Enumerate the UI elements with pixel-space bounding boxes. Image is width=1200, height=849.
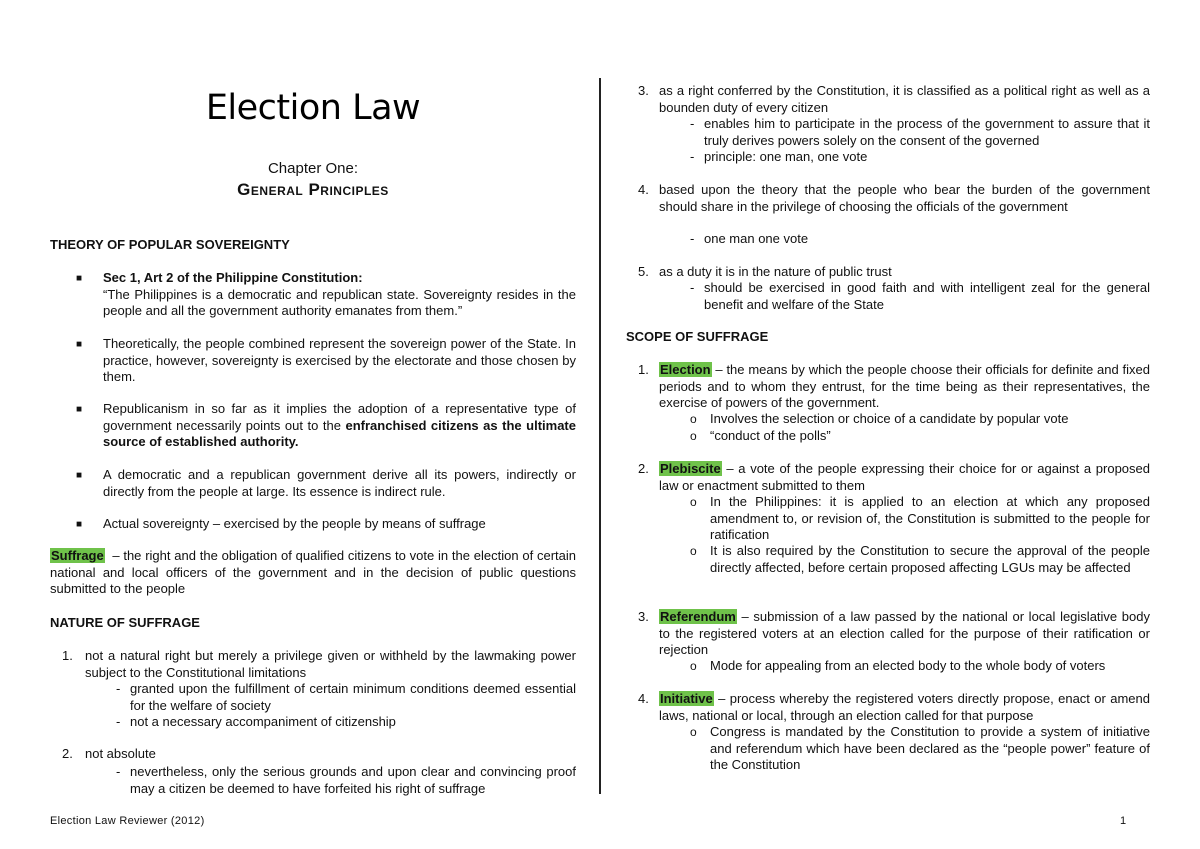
nature-3-sub-1: enables him to participate in the process of the government to assure that it truly derives powers solely on the consent of the governed <box>704 116 1150 148</box>
nature-item-1: not a natural right but merely a privilege given or withheld by the lawmaking power subject to the Constitutional limitations <box>85 648 576 680</box>
circle-marker: o <box>690 725 697 739</box>
circle-marker: o <box>690 544 697 558</box>
theory-bullet-4: A democratic and a republican government derive all its powers, indirectly or directly from the people at large. Its essence is indirect rule. <box>103 467 576 499</box>
nature-item-2: not absolute <box>85 746 156 761</box>
bullet-marker: ■ <box>76 273 83 284</box>
bullet-marker: ■ <box>76 339 83 350</box>
suffrage-term: Suffrage <box>51 548 104 563</box>
scope-item-plebiscite: Plebiscite – a vote of the people expressing their choice for or against a proposed law or enactment submitted to them <box>659 461 1150 493</box>
referendum-sub-1: Mode for appealing from an elected body to the whole body of voters <box>710 658 1106 673</box>
plebiscite-sub-1: In the Philippines: it is applied to an election at which any proposed amendment to, or revision of, the Constitution is submitted to the people for ratification <box>710 494 1150 542</box>
list-number: 2. <box>62 746 73 761</box>
term-highlight: Referendum <box>660 609 736 624</box>
theory-bullet-2: Theoretically, the people combined represent the sovereign power of the State. In practice, however, sovereignty is exercised by the electorate and those chosen by them. <box>103 336 576 384</box>
theory-bullet-1: Sec 1, Art 2 of the Philippine Constitution: “The Philippines is a democratic and republican state. Sovereignty resides in the people and all the government authority emanates from them.” <box>103 270 576 318</box>
list-number: 4. <box>638 182 649 197</box>
theory-bullet-5: Actual sovereignty – exercised by the people by means of suffrage <box>103 516 486 531</box>
initiative-sub-1: Congress is mandated by the Constitution to provide a system of initiative and referendum which have been declared as the “people power” feature of the Constitution <box>710 724 1150 772</box>
chapter-subtitle: General Principles <box>237 180 389 199</box>
term-highlight: Plebiscite <box>660 461 721 476</box>
chapter-label: Chapter One: <box>267 160 359 177</box>
nature-1-sub-2: not a necessary accompaniment of citizenship <box>130 714 396 729</box>
list-number: 1. <box>638 362 649 377</box>
bullet-marker: ■ <box>76 404 83 415</box>
page-number: 1 <box>1120 815 1127 827</box>
list-number: 4. <box>638 691 649 706</box>
theory-bullet-3: Republicanism in so far as it implies the adoption of a representative type of government necessarily points out to the enfranchised citizens as the ultimate source of established authority. <box>103 401 576 449</box>
list-number: 2. <box>638 461 649 476</box>
plebiscite-sub-2: It is also required by the Constitution to secure the approval of the people directly affected, before certain proposed affecting LGUs may be affected <box>710 543 1150 575</box>
dash-marker: - <box>116 714 121 729</box>
bullet-marker: ■ <box>76 519 83 530</box>
footer-title: Election Law Reviewer (2012) <box>50 815 205 827</box>
nature-3-sub-2: principle: one man, one vote <box>704 149 868 164</box>
dash-marker: - <box>690 149 695 164</box>
scope-item-referendum: Referendum – submission of a law passed by the national or local legislative body to the registered voters at an election called for the purpose of their ratification or rejection <box>659 609 1150 657</box>
dash-marker: - <box>116 764 121 779</box>
circle-marker: o <box>690 429 697 443</box>
term-highlight: Election <box>660 362 711 377</box>
column-divider <box>599 78 601 794</box>
circle-marker: o <box>690 659 697 673</box>
nature-item-5: as a duty it is in the nature of public trust <box>659 264 892 279</box>
nature-1-sub-1: granted upon the fulfillment of certain minimum conditions deemed essential for the welfare of society <box>130 681 576 713</box>
list-number: 1. <box>62 648 73 663</box>
scope-item-election: Election – the means by which the people choose their officials for definite and fixed periods and to whom they entrust, for the time being as their representatives, the exercise of powers of the government. <box>659 362 1150 410</box>
theory-heading: THEORY OF POPULAR SOVEREIGNTY <box>50 237 290 252</box>
nature-5-sub-1: should be exercised in good faith and with intelligent zeal for the general benefit and welfare of the State <box>704 280 1150 312</box>
dash-marker: - <box>690 280 695 295</box>
election-sub-2: “conduct of the polls” <box>710 428 831 443</box>
circle-marker: o <box>690 412 697 426</box>
nature-heading: NATURE OF SUFFRAGE <box>50 615 200 630</box>
dash-marker: - <box>690 116 695 131</box>
term-highlight: Initiative <box>660 691 713 706</box>
document-title: Election Law <box>205 88 421 128</box>
nature-item-3: as a right conferred by the Constitution, it is classified as a political right as well as a bounden duty of every citizen <box>659 83 1150 115</box>
election-sub-1: Involves the selection or choice of a candidate by popular vote <box>710 411 1069 426</box>
dash-marker: - <box>116 681 121 696</box>
suffrage-definition: Suffrage – the right and the obligation of qualified citizens to vote in the election of certain national and local officers of the government and in the decision of public questions submitted to the people <box>50 548 576 596</box>
dash-marker: - <box>690 231 695 246</box>
scope-item-initiative: Initiative – process whereby the registered voters directly propose, enact or amend laws, national or local, through an election called for that purpose <box>659 691 1150 723</box>
circle-marker: o <box>690 495 697 509</box>
bullet-marker: ■ <box>76 470 83 481</box>
list-number: 5. <box>638 264 649 279</box>
scope-heading: SCOPE OF SUFFRAGE <box>626 329 769 344</box>
nature-2-sub-1: nevertheless, only the serious grounds and upon clear and convincing proof may a citizen be deemed to have forfeited his right of suffrage <box>130 764 576 796</box>
nature-item-4: based upon the theory that the people who bear the burden of the government should share in the privilege of choosing the officials of the government <box>659 182 1150 214</box>
list-number: 3. <box>638 83 649 98</box>
nature-4-sub-1: one man one vote <box>704 231 809 246</box>
list-number: 3. <box>638 609 649 624</box>
